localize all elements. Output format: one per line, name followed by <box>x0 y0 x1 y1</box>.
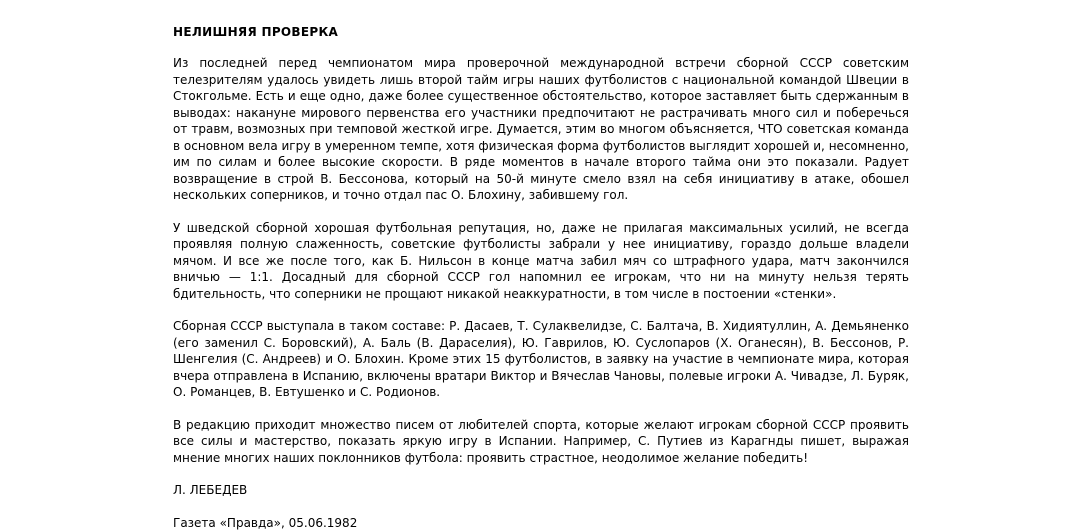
article-paragraph: Из последней перед чемпионатом мира проверочной международной встречи сборной СССР советским телезрителям удалось увидеть лишь второй тайм игры наших футболистов с национальной командой Швеции в Стокгольме. Есть и еще одно, даже более существенное обстоятельство, которое заставляет быть сдержанным в выводах: накануне мирового первенства его участники предпочитают не растрачивать много сил и поберечься от травм, возмозных при темповой жесткой игре. Думается, этим во многом объясняется, ЧТО советская команда в основном вела игру в умеренном темпе, хотя физическая форма футболистов выглядит хорошей и, несомненно, им по силам и более высокие скорости. В ряде моментов в начале второго тайма они это показали. Радует возвращение в строй В. Бессонова, который на 50-й минуте смело взял на себя инициативу в атаке, обошел нескольких соперников, и точно отдал пас О. Блохину, забившему гол. <box>173 55 909 204</box>
article-title: НЕЛИШНЯЯ ПРОВЕРКА <box>173 24 909 40</box>
source-citation: Газета «Правда», 05.06.1982 <box>173 515 909 531</box>
article <box>173 24 909 531</box>
author-byline: Л. ЛЕБЕДЕВ <box>173 482 909 499</box>
article-paragraph: У шведской сборной хорошая футбольная репутация, но, даже не прилагая максимальных усилий, не всегда проявляя полную слаженность, советские футболисты забрали у нее инициативу, гораздо дольше владели мячом. И все же после того, как Б. Нильсон в конце матча забил мяч со штрафного удара, матч закончился вничью — 1:1. Досадный для сборной СССР гол напомнил ее игрокам, что ни на минуту нельзя терять бдительность, что соперники не прощают никакой неаккуратности, в том числе в постоении «стенки». <box>173 220 909 303</box>
article-paragraph: Сборная СССР выступала в таком составе: Р. Дасаев, Т. Сулаквелидзе, С. Балтача, В. Хидиятуллин, А. Демьяненко (его заменил С. Боровский), А. Баль (В. Дараселия), Ю. Гаврилов, Ю. Суслопаров (Х. Оганесян), В. Бессонов, Р. Шенгелия (С. Андреев) и О. Блохин. Кроме этих 15 футболистов, в заявку на участие в чемпионате мира, которая вчера отправлена в Испанию, включены вратари Виктор и Вячеслав Чановы, полевые игроки А. Чивадзе, Л. Буряк, О. Романцев, В. Евтушенко и С. Родионов. <box>173 318 909 401</box>
article-paragraph: В редакцию приходит множество писем от любителей спорта, которые желают игрокам сборной СССР проявить все силы и мастерство, показать яркую игру в Испании. Например, С. Путиев из Карагнды пишет, выражая мнение многих наших поклонников футбола: проявить страстное, неодолимое желание победить! <box>173 417 909 467</box>
